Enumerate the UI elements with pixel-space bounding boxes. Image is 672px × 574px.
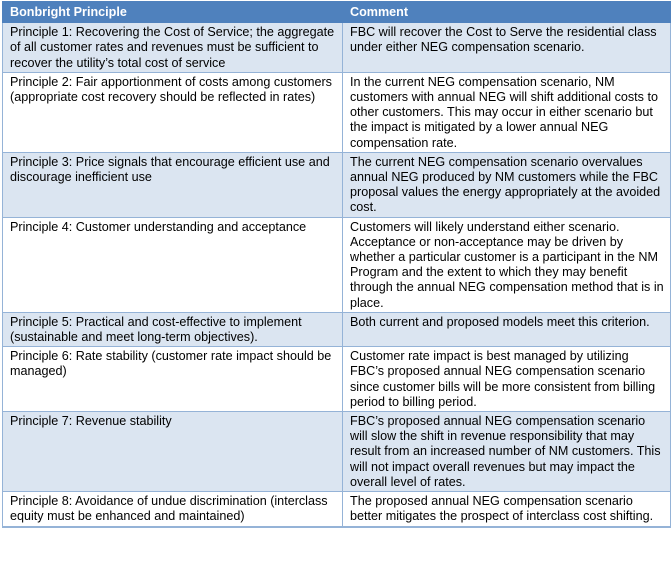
table-row — [3, 412, 671, 492]
table-row — [3, 152, 671, 217]
table-header-row — [3, 2, 671, 23]
comment-cell: In the current NEG compensation scenario, NM customers with annual NEG will shift additional costs to other customers. This may occur in either scenario but the impact is mitigated by a lower annual NEG compensation rate. — [343, 72, 671, 152]
principle-cell: Principle 3: Price signals that encourage efficient use and discourage inefficient use — [3, 152, 343, 217]
principle-cell: Principle 7: Revenue stability — [3, 412, 343, 492]
table-row — [3, 217, 671, 312]
table-row — [3, 492, 671, 527]
table-row — [3, 23, 671, 73]
principle-cell: Principle 6: Rate stability (customer rate impact should be managed) — [3, 347, 343, 412]
comment-cell: The proposed annual NEG compensation scenario better mitigates the prospect of interclass cost shifting. — [343, 492, 671, 527]
header-principle: Bonbright Principle — [3, 2, 343, 23]
table-row — [3, 347, 671, 412]
comment-cell: Customers will likely understand either scenario. Acceptance or non-acceptance may be driven by whether a particular customer is a participant in the NM Program and the extent to which they may benefit through the annual NEG compensation method that is in place. — [343, 217, 671, 312]
comment-cell: Both current and proposed models meet this criterion. — [343, 312, 671, 346]
table-row — [3, 312, 671, 346]
header-comment: Comment — [343, 2, 671, 23]
comment-cell: FBC’s proposed annual NEG compensation scenario will slow the shift in revenue responsibility that may result from an increased number of NM customers. This will not impact overall revenues but may impact the overall level of rates. — [343, 412, 671, 492]
comment-cell: The current NEG compensation scenario overvalues annual NEG produced by NM customers while the FBC proposal values the energy appropriately at the avoided cost. — [343, 152, 671, 217]
principle-cell: Principle 4: Customer understanding and acceptance — [3, 217, 343, 312]
comment-cell: Customer rate impact is best managed by utilizing FBC’s proposed annual NEG compensation scenario since customer bills will be more consistent from billing period to billing period. — [343, 347, 671, 412]
principle-cell: Principle 8: Avoidance of undue discrimination (interclass equity must be enhanced and maintained) — [3, 492, 343, 527]
principle-cell: Principle 1: Recovering the Cost of Service; the aggregate of all customer rates and revenues must be sufficient to recover the utility’s total cost of service — [3, 23, 343, 73]
table-row — [3, 72, 671, 152]
bonbright-principles-table — [2, 1, 671, 528]
principle-cell: Principle 5: Practical and cost-effective to implement (sustainable and meet long-term objectives). — [3, 312, 343, 346]
comment-cell: FBC will recover the Cost to Serve the residential class under either NEG compensation scenario. — [343, 23, 671, 73]
principle-cell: Principle 2: Fair apportionment of costs among customers (appropriate cost recovery should be reflected in rates) — [3, 72, 343, 152]
